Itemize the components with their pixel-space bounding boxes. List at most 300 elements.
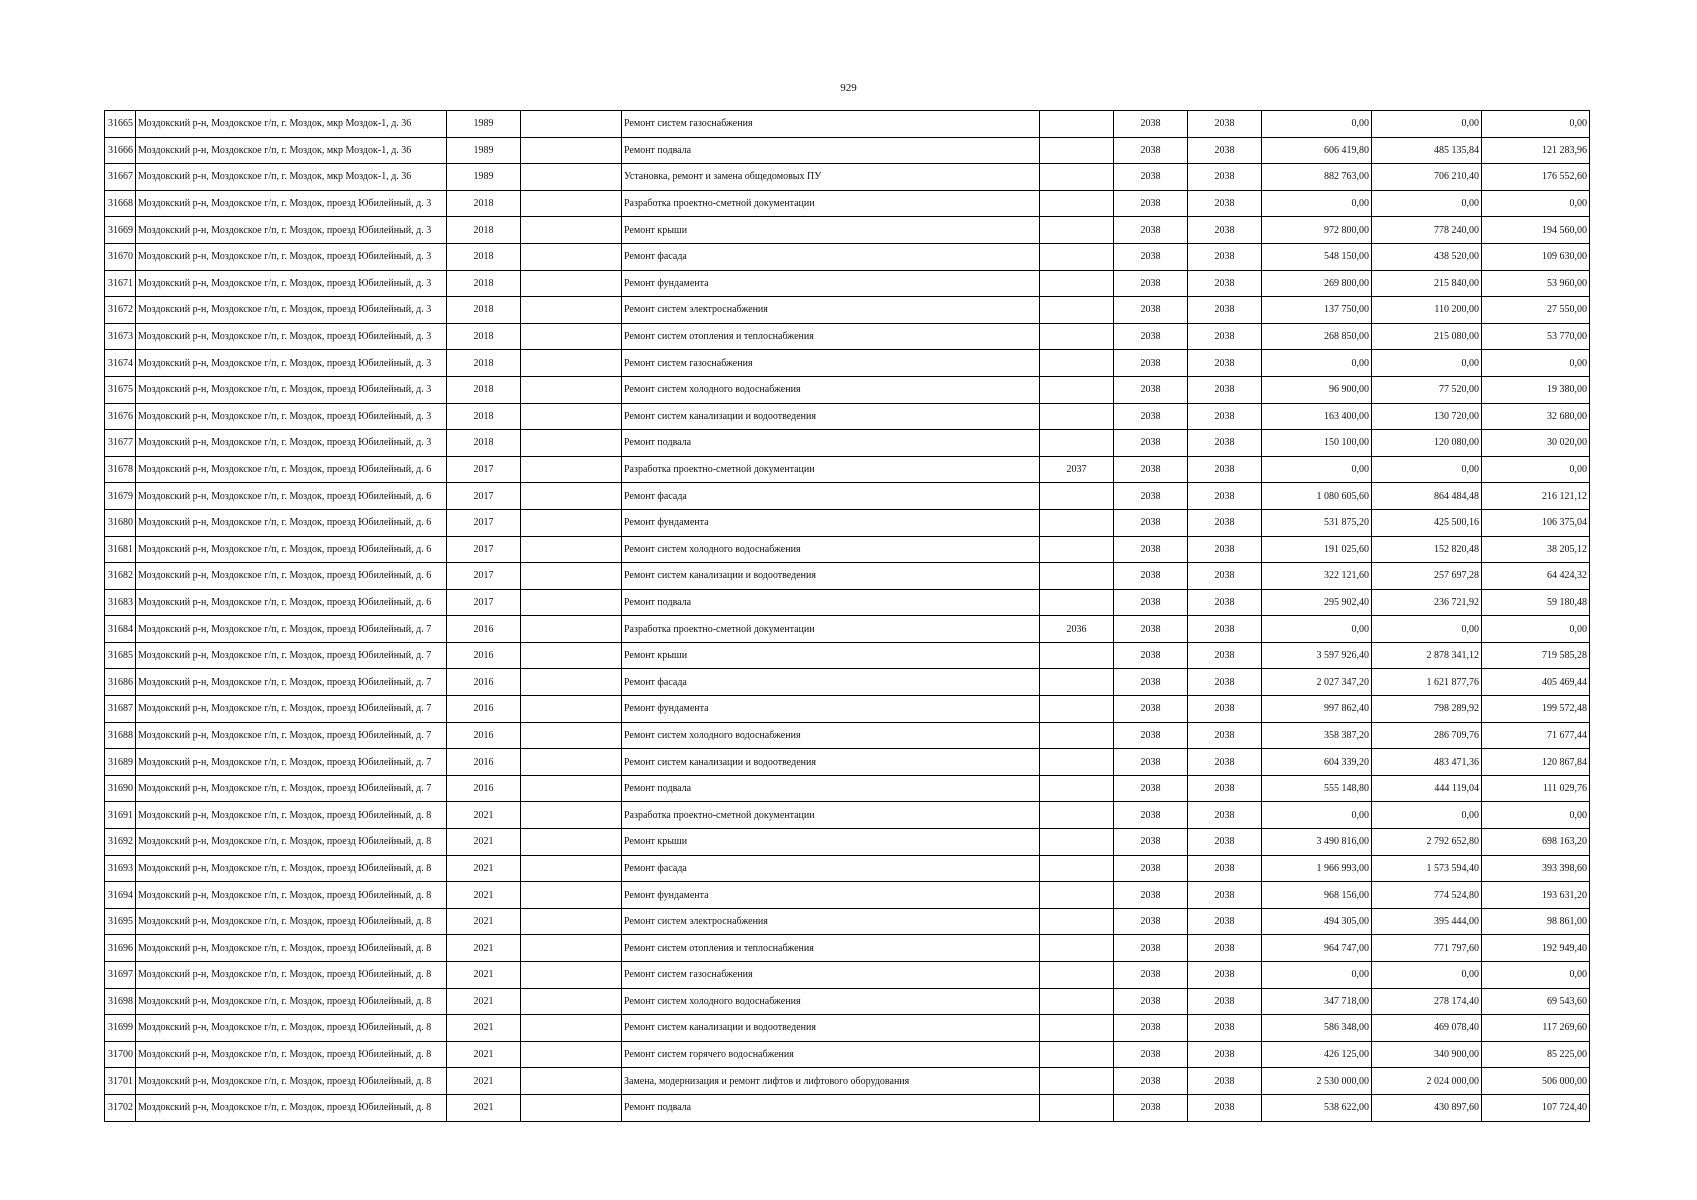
- build-year-cell: 1989: [447, 137, 521, 164]
- start-year-cell: 2038: [1114, 775, 1188, 802]
- empty-cell: [521, 935, 622, 962]
- planned-year-cell: [1040, 935, 1114, 962]
- row-number-cell: 31685: [105, 642, 136, 669]
- owner-cost-cell: 32 680,00: [1482, 403, 1590, 430]
- table-row: [105, 722, 1590, 749]
- end-year-cell: 2038: [1188, 509, 1262, 536]
- table-row: [105, 589, 1590, 616]
- empty-cell: [521, 882, 622, 909]
- fund-cost-cell: 278 174,40: [1372, 988, 1482, 1015]
- start-year-cell: 2038: [1114, 669, 1188, 696]
- fund-cost-cell: 483 471,36: [1372, 749, 1482, 776]
- fund-cost-cell: 430 897,60: [1372, 1094, 1482, 1121]
- end-year-cell: 2038: [1188, 749, 1262, 776]
- empty-cell: [521, 509, 622, 536]
- table-row: [105, 536, 1590, 563]
- end-year-cell: 2038: [1188, 642, 1262, 669]
- address-cell: Моздокский р-н, Моздокское г/п, г. Моздок, проезд Юбилейный, д. 6: [136, 589, 447, 616]
- end-year-cell: 2038: [1188, 722, 1262, 749]
- owner-cost-cell: 506 000,00: [1482, 1068, 1590, 1095]
- fund-cost-cell: 774 524,80: [1372, 882, 1482, 909]
- table-row: [105, 190, 1590, 217]
- address-cell: Моздокский р-н, Моздокское г/п, г. Моздок, проезд Юбилейный, д. 8: [136, 935, 447, 962]
- fund-cost-cell: 2 024 000,00: [1372, 1068, 1482, 1095]
- work-type-cell: Ремонт фасада: [622, 243, 1040, 270]
- planned-year-cell: [1040, 775, 1114, 802]
- address-cell: Моздокский р-н, Моздокское г/п, г. Моздок, проезд Юбилейный, д. 8: [136, 1041, 447, 1068]
- build-year-cell: 2016: [447, 642, 521, 669]
- address-cell: Моздокский р-н, Моздокское г/п, г. Моздок, проезд Юбилейный, д. 8: [136, 1015, 447, 1042]
- end-year-cell: 2038: [1188, 1015, 1262, 1042]
- owner-cost-cell: 109 630,00: [1482, 243, 1590, 270]
- row-number-cell: 31696: [105, 935, 136, 962]
- start-year-cell: 2038: [1114, 829, 1188, 856]
- owner-cost-cell: 719 585,28: [1482, 642, 1590, 669]
- owner-cost-cell: 0,00: [1482, 111, 1590, 138]
- end-year-cell: 2038: [1188, 882, 1262, 909]
- owner-cost-cell: 0,00: [1482, 802, 1590, 829]
- empty-cell: [521, 988, 622, 1015]
- total-cost-cell: 163 400,00: [1262, 403, 1372, 430]
- fund-cost-cell: 425 500,16: [1372, 509, 1482, 536]
- end-year-cell: 2038: [1188, 855, 1262, 882]
- fund-cost-cell: 2 878 341,12: [1372, 642, 1482, 669]
- end-year-cell: 2038: [1188, 908, 1262, 935]
- end-year-cell: 2038: [1188, 802, 1262, 829]
- end-year-cell: 2038: [1188, 243, 1262, 270]
- table-row: [105, 696, 1590, 723]
- planned-year-cell: [1040, 483, 1114, 510]
- fund-cost-cell: 110 200,00: [1372, 297, 1482, 324]
- build-year-cell: 2021: [447, 988, 521, 1015]
- planned-year-cell: [1040, 1094, 1114, 1121]
- address-cell: Моздокский р-н, Моздокское г/п, г. Моздок, проезд Юбилейный, д. 3: [136, 430, 447, 457]
- table-row: [105, 430, 1590, 457]
- owner-cost-cell: 98 861,00: [1482, 908, 1590, 935]
- empty-cell: [521, 962, 622, 989]
- address-cell: Моздокский р-н, Моздокское г/п, г. Моздок, мкр Моздок-1, д. 36: [136, 164, 447, 191]
- start-year-cell: 2038: [1114, 563, 1188, 590]
- address-cell: Моздокский р-н, Моздокское г/п, г. Моздок, проезд Юбилейный, д. 8: [136, 962, 447, 989]
- row-number-cell: 31666: [105, 137, 136, 164]
- build-year-cell: 1989: [447, 111, 521, 138]
- table-row: [105, 935, 1590, 962]
- planned-year-cell: [1040, 297, 1114, 324]
- total-cost-cell: 604 339,20: [1262, 749, 1372, 776]
- build-year-cell: 2017: [447, 563, 521, 590]
- row-number-cell: 31665: [105, 111, 136, 138]
- table-row: [105, 509, 1590, 536]
- planned-year-cell: [1040, 376, 1114, 403]
- row-number-cell: 31682: [105, 563, 136, 590]
- end-year-cell: 2038: [1188, 456, 1262, 483]
- owner-cost-cell: 193 631,20: [1482, 882, 1590, 909]
- row-number-cell: 31675: [105, 376, 136, 403]
- address-cell: Моздокский р-н, Моздокское г/п, г. Моздок, проезд Юбилейный, д. 7: [136, 722, 447, 749]
- total-cost-cell: 2 530 000,00: [1262, 1068, 1372, 1095]
- owner-cost-cell: 53 960,00: [1482, 270, 1590, 297]
- planned-year-cell: [1040, 669, 1114, 696]
- build-year-cell: 2021: [447, 1068, 521, 1095]
- end-year-cell: 2038: [1188, 669, 1262, 696]
- work-type-cell: Ремонт подвала: [622, 775, 1040, 802]
- build-year-cell: 2017: [447, 509, 521, 536]
- owner-cost-cell: 120 867,84: [1482, 749, 1590, 776]
- address-cell: Моздокский р-н, Моздокское г/п, г. Моздок, мкр Моздок-1, д. 36: [136, 137, 447, 164]
- empty-cell: [521, 243, 622, 270]
- table-row: [105, 962, 1590, 989]
- table-row: [105, 563, 1590, 590]
- total-cost-cell: 531 875,20: [1262, 509, 1372, 536]
- row-number-cell: 31689: [105, 749, 136, 776]
- work-type-cell: Ремонт фундамента: [622, 270, 1040, 297]
- empty-cell: [521, 802, 622, 829]
- owner-cost-cell: 106 375,04: [1482, 509, 1590, 536]
- total-cost-cell: 494 305,00: [1262, 908, 1372, 935]
- fund-cost-cell: 771 797,60: [1372, 935, 1482, 962]
- work-type-cell: Разработка проектно-сметной документации: [622, 456, 1040, 483]
- total-cost-cell: 0,00: [1262, 802, 1372, 829]
- start-year-cell: 2038: [1114, 217, 1188, 244]
- start-year-cell: 2038: [1114, 1015, 1188, 1042]
- total-cost-cell: 0,00: [1262, 190, 1372, 217]
- start-year-cell: 2038: [1114, 1094, 1188, 1121]
- work-type-cell: Разработка проектно-сметной документации: [622, 802, 1040, 829]
- fund-cost-cell: 0,00: [1372, 111, 1482, 138]
- owner-cost-cell: 199 572,48: [1482, 696, 1590, 723]
- work-type-cell: Ремонт подвала: [622, 589, 1040, 616]
- work-type-cell: Ремонт фундамента: [622, 882, 1040, 909]
- row-number-cell: 31673: [105, 323, 136, 350]
- start-year-cell: 2038: [1114, 430, 1188, 457]
- start-year-cell: 2038: [1114, 376, 1188, 403]
- end-year-cell: 2038: [1188, 137, 1262, 164]
- fund-cost-cell: 0,00: [1372, 802, 1482, 829]
- owner-cost-cell: 69 543,60: [1482, 988, 1590, 1015]
- work-type-cell: Ремонт подвала: [622, 430, 1040, 457]
- start-year-cell: 2038: [1114, 164, 1188, 191]
- owner-cost-cell: 30 020,00: [1482, 430, 1590, 457]
- total-cost-cell: 2 027 347,20: [1262, 669, 1372, 696]
- total-cost-cell: 191 025,60: [1262, 536, 1372, 563]
- work-type-cell: Замена, модернизация и ремонт лифтов и лифтового оборудования: [622, 1068, 1040, 1095]
- start-year-cell: 2038: [1114, 722, 1188, 749]
- start-year-cell: 2038: [1114, 536, 1188, 563]
- owner-cost-cell: 393 398,60: [1482, 855, 1590, 882]
- build-year-cell: 2017: [447, 456, 521, 483]
- planned-year-cell: [1040, 563, 1114, 590]
- start-year-cell: 2038: [1114, 270, 1188, 297]
- row-number-cell: 31669: [105, 217, 136, 244]
- planned-year-cell: [1040, 536, 1114, 563]
- total-cost-cell: 0,00: [1262, 616, 1372, 643]
- row-number-cell: 31677: [105, 430, 136, 457]
- row-number-cell: 31667: [105, 164, 136, 191]
- total-cost-cell: 0,00: [1262, 350, 1372, 377]
- address-cell: Моздокский р-н, Моздокское г/п, г. Моздок, проезд Юбилейный, д. 6: [136, 509, 447, 536]
- planned-year-cell: [1040, 642, 1114, 669]
- address-cell: Моздокский р-н, Моздокское г/п, г. Моздок, проезд Юбилейный, д. 8: [136, 829, 447, 856]
- fund-cost-cell: 77 520,00: [1372, 376, 1482, 403]
- table-row: [105, 483, 1590, 510]
- build-year-cell: 2018: [447, 323, 521, 350]
- work-type-cell: Ремонт фундамента: [622, 509, 1040, 536]
- owner-cost-cell: 698 163,20: [1482, 829, 1590, 856]
- total-cost-cell: 882 763,00: [1262, 164, 1372, 191]
- start-year-cell: 2038: [1114, 935, 1188, 962]
- work-type-cell: Ремонт систем электроснабжения: [622, 908, 1040, 935]
- start-year-cell: 2038: [1114, 323, 1188, 350]
- owner-cost-cell: 192 949,40: [1482, 935, 1590, 962]
- table-row: [105, 217, 1590, 244]
- build-year-cell: 2016: [447, 775, 521, 802]
- owner-cost-cell: 111 029,76: [1482, 775, 1590, 802]
- row-number-cell: 31697: [105, 962, 136, 989]
- owner-cost-cell: 0,00: [1482, 350, 1590, 377]
- fund-cost-cell: 236 721,92: [1372, 589, 1482, 616]
- build-year-cell: 2017: [447, 589, 521, 616]
- row-number-cell: 31676: [105, 403, 136, 430]
- owner-cost-cell: 117 269,60: [1482, 1015, 1590, 1042]
- row-number-cell: 31694: [105, 882, 136, 909]
- work-type-cell: Ремонт систем электроснабжения: [622, 297, 1040, 324]
- row-number-cell: 31686: [105, 669, 136, 696]
- build-year-cell: 2021: [447, 829, 521, 856]
- row-number-cell: 31680: [105, 509, 136, 536]
- fund-cost-cell: 706 210,40: [1372, 164, 1482, 191]
- work-type-cell: Разработка проектно-сметной документации: [622, 190, 1040, 217]
- build-year-cell: 2016: [447, 696, 521, 723]
- empty-cell: [521, 749, 622, 776]
- empty-cell: [521, 616, 622, 643]
- table-row: [105, 616, 1590, 643]
- total-cost-cell: 0,00: [1262, 962, 1372, 989]
- table-row: [105, 1015, 1590, 1042]
- row-number-cell: 31695: [105, 908, 136, 935]
- planned-year-cell: [1040, 430, 1114, 457]
- build-year-cell: 2021: [447, 935, 521, 962]
- planned-year-cell: [1040, 749, 1114, 776]
- total-cost-cell: 968 156,00: [1262, 882, 1372, 909]
- table-row: [105, 669, 1590, 696]
- work-type-cell: Ремонт систем канализации и водоотведения: [622, 563, 1040, 590]
- row-number-cell: 31698: [105, 988, 136, 1015]
- work-type-cell: Ремонт систем отопления и теплоснабжения: [622, 935, 1040, 962]
- fund-cost-cell: 864 484,48: [1372, 483, 1482, 510]
- work-type-cell: Ремонт фасада: [622, 669, 1040, 696]
- empty-cell: [521, 350, 622, 377]
- build-year-cell: 2021: [447, 882, 521, 909]
- row-number-cell: 31687: [105, 696, 136, 723]
- work-type-cell: Ремонт систем холодного водоснабжения: [622, 722, 1040, 749]
- table-row: [105, 376, 1590, 403]
- row-number-cell: 31691: [105, 802, 136, 829]
- planned-year-cell: [1040, 270, 1114, 297]
- owner-cost-cell: 0,00: [1482, 190, 1590, 217]
- planned-year-cell: [1040, 1015, 1114, 1042]
- owner-cost-cell: 64 424,32: [1482, 563, 1590, 590]
- fund-cost-cell: 0,00: [1372, 962, 1482, 989]
- work-type-cell: Ремонт крыши: [622, 217, 1040, 244]
- total-cost-cell: 150 100,00: [1262, 430, 1372, 457]
- planned-year-cell: [1040, 350, 1114, 377]
- row-number-cell: 31700: [105, 1041, 136, 1068]
- empty-cell: [521, 483, 622, 510]
- address-cell: Моздокский р-н, Моздокское г/п, г. Моздок, проезд Юбилейный, д. 6: [136, 536, 447, 563]
- total-cost-cell: 322 121,60: [1262, 563, 1372, 590]
- work-type-cell: Установка, ремонт и замена общедомовых ПУ: [622, 164, 1040, 191]
- empty-cell: [521, 829, 622, 856]
- row-number-cell: 31671: [105, 270, 136, 297]
- fund-cost-cell: 120 080,00: [1372, 430, 1482, 457]
- capital-repair-table: [104, 110, 1590, 1122]
- row-number-cell: 31688: [105, 722, 136, 749]
- planned-year-cell: [1040, 802, 1114, 829]
- build-year-cell: 2018: [447, 376, 521, 403]
- total-cost-cell: 347 718,00: [1262, 988, 1372, 1015]
- row-number-cell: 31702: [105, 1094, 136, 1121]
- row-number-cell: 31701: [105, 1068, 136, 1095]
- end-year-cell: 2038: [1188, 962, 1262, 989]
- build-year-cell: 2018: [447, 350, 521, 377]
- start-year-cell: 2038: [1114, 456, 1188, 483]
- table-row: [105, 297, 1590, 324]
- empty-cell: [521, 430, 622, 457]
- table-row: [105, 988, 1590, 1015]
- table-row: [105, 1068, 1590, 1095]
- table-row: [105, 1041, 1590, 1068]
- empty-cell: [521, 775, 622, 802]
- fund-cost-cell: 395 444,00: [1372, 908, 1482, 935]
- planned-year-cell: [1040, 855, 1114, 882]
- start-year-cell: 2038: [1114, 696, 1188, 723]
- address-cell: Моздокский р-н, Моздокское г/п, г. Моздок, проезд Юбилейный, д. 8: [136, 1094, 447, 1121]
- work-type-cell: Разработка проектно-сметной документации: [622, 616, 1040, 643]
- end-year-cell: 2038: [1188, 270, 1262, 297]
- total-cost-cell: 0,00: [1262, 456, 1372, 483]
- address-cell: Моздокский р-н, Моздокское г/п, г. Моздок, проезд Юбилейный, д. 6: [136, 483, 447, 510]
- work-type-cell: Ремонт подвала: [622, 137, 1040, 164]
- total-cost-cell: 1 966 993,00: [1262, 855, 1372, 882]
- table-row: [105, 642, 1590, 669]
- end-year-cell: 2038: [1188, 1068, 1262, 1095]
- start-year-cell: 2038: [1114, 882, 1188, 909]
- empty-cell: [521, 908, 622, 935]
- work-type-cell: Ремонт крыши: [622, 829, 1040, 856]
- fund-cost-cell: 286 709,76: [1372, 722, 1482, 749]
- total-cost-cell: 606 419,80: [1262, 137, 1372, 164]
- build-year-cell: 2021: [447, 1041, 521, 1068]
- table-row: [105, 882, 1590, 909]
- start-year-cell: 2038: [1114, 243, 1188, 270]
- start-year-cell: 2038: [1114, 350, 1188, 377]
- planned-year-cell: [1040, 111, 1114, 138]
- total-cost-cell: 964 747,00: [1262, 935, 1372, 962]
- planned-year-cell: [1040, 988, 1114, 1015]
- build-year-cell: 2018: [447, 297, 521, 324]
- address-cell: Моздокский р-н, Моздокское г/п, г. Моздок, проезд Юбилейный, д. 6: [136, 563, 447, 590]
- build-year-cell: 2018: [447, 243, 521, 270]
- empty-cell: [521, 642, 622, 669]
- start-year-cell: 2038: [1114, 589, 1188, 616]
- start-year-cell: 2038: [1114, 908, 1188, 935]
- end-year-cell: 2038: [1188, 1041, 1262, 1068]
- work-type-cell: Ремонт систем холодного водоснабжения: [622, 376, 1040, 403]
- start-year-cell: 2038: [1114, 190, 1188, 217]
- address-cell: Моздокский р-н, Моздокское г/п, г. Моздок, проезд Юбилейный, д. 7: [136, 669, 447, 696]
- build-year-cell: 2016: [447, 669, 521, 696]
- address-cell: Моздокский р-н, Моздокское г/п, г. Моздок, проезд Юбилейный, д. 7: [136, 775, 447, 802]
- owner-cost-cell: 59 180,48: [1482, 589, 1590, 616]
- planned-year-cell: [1040, 509, 1114, 536]
- work-type-cell: Ремонт систем отопления и теплоснабжения: [622, 323, 1040, 350]
- empty-cell: [521, 297, 622, 324]
- build-year-cell: 2017: [447, 536, 521, 563]
- work-type-cell: Ремонт крыши: [622, 642, 1040, 669]
- end-year-cell: 2038: [1188, 988, 1262, 1015]
- owner-cost-cell: 19 380,00: [1482, 376, 1590, 403]
- work-type-cell: Ремонт систем канализации и водоотведения: [622, 403, 1040, 430]
- empty-cell: [521, 1041, 622, 1068]
- build-year-cell: 2018: [447, 217, 521, 244]
- fund-cost-cell: 340 900,00: [1372, 1041, 1482, 1068]
- table-row: [105, 802, 1590, 829]
- fund-cost-cell: 778 240,00: [1372, 217, 1482, 244]
- build-year-cell: 2021: [447, 962, 521, 989]
- fund-cost-cell: 798 289,92: [1372, 696, 1482, 723]
- empty-cell: [521, 376, 622, 403]
- table-row: [105, 775, 1590, 802]
- total-cost-cell: 426 125,00: [1262, 1041, 1372, 1068]
- end-year-cell: 2038: [1188, 589, 1262, 616]
- address-cell: Моздокский р-н, Моздокское г/п, г. Моздок, проезд Юбилейный, д. 3: [136, 297, 447, 324]
- address-cell: Моздокский р-н, Моздокское г/п, г. Моздок, проезд Юбилейный, д. 8: [136, 802, 447, 829]
- empty-cell: [521, 1094, 622, 1121]
- planned-year-cell: [1040, 882, 1114, 909]
- start-year-cell: 2038: [1114, 483, 1188, 510]
- work-type-cell: Ремонт фасада: [622, 483, 1040, 510]
- empty-cell: [521, 855, 622, 882]
- work-type-cell: Ремонт подвала: [622, 1094, 1040, 1121]
- empty-cell: [521, 270, 622, 297]
- work-type-cell: Ремонт систем газоснабжения: [622, 962, 1040, 989]
- work-type-cell: Ремонт фундамента: [622, 696, 1040, 723]
- address-cell: Моздокский р-н, Моздокское г/п, г. Моздок, проезд Юбилейный, д. 8: [136, 988, 447, 1015]
- build-year-cell: 2021: [447, 908, 521, 935]
- total-cost-cell: 548 150,00: [1262, 243, 1372, 270]
- planned-year-cell: [1040, 323, 1114, 350]
- row-number-cell: 31679: [105, 483, 136, 510]
- build-year-cell: 2016: [447, 722, 521, 749]
- row-number-cell: 31681: [105, 536, 136, 563]
- address-cell: Моздокский р-н, Моздокское г/п, г. Моздок, проезд Юбилейный, д. 3: [136, 217, 447, 244]
- address-cell: Моздокский р-н, Моздокское г/п, г. Моздок, проезд Юбилейный, д. 7: [136, 749, 447, 776]
- fund-cost-cell: 0,00: [1372, 616, 1482, 643]
- end-year-cell: 2038: [1188, 403, 1262, 430]
- address-cell: Моздокский р-н, Моздокское г/п, г. Моздок, проезд Юбилейный, д. 8: [136, 1068, 447, 1095]
- fund-cost-cell: 0,00: [1372, 190, 1482, 217]
- total-cost-cell: 586 348,00: [1262, 1015, 1372, 1042]
- build-year-cell: 2016: [447, 616, 521, 643]
- address-cell: Моздокский р-н, Моздокское г/п, г. Моздок, проезд Юбилейный, д. 6: [136, 456, 447, 483]
- start-year-cell: 2038: [1114, 297, 1188, 324]
- end-year-cell: 2038: [1188, 483, 1262, 510]
- planned-year-cell: 2037: [1040, 456, 1114, 483]
- build-year-cell: 2016: [447, 749, 521, 776]
- start-year-cell: 2038: [1114, 749, 1188, 776]
- planned-year-cell: [1040, 696, 1114, 723]
- row-number-cell: 31699: [105, 1015, 136, 1042]
